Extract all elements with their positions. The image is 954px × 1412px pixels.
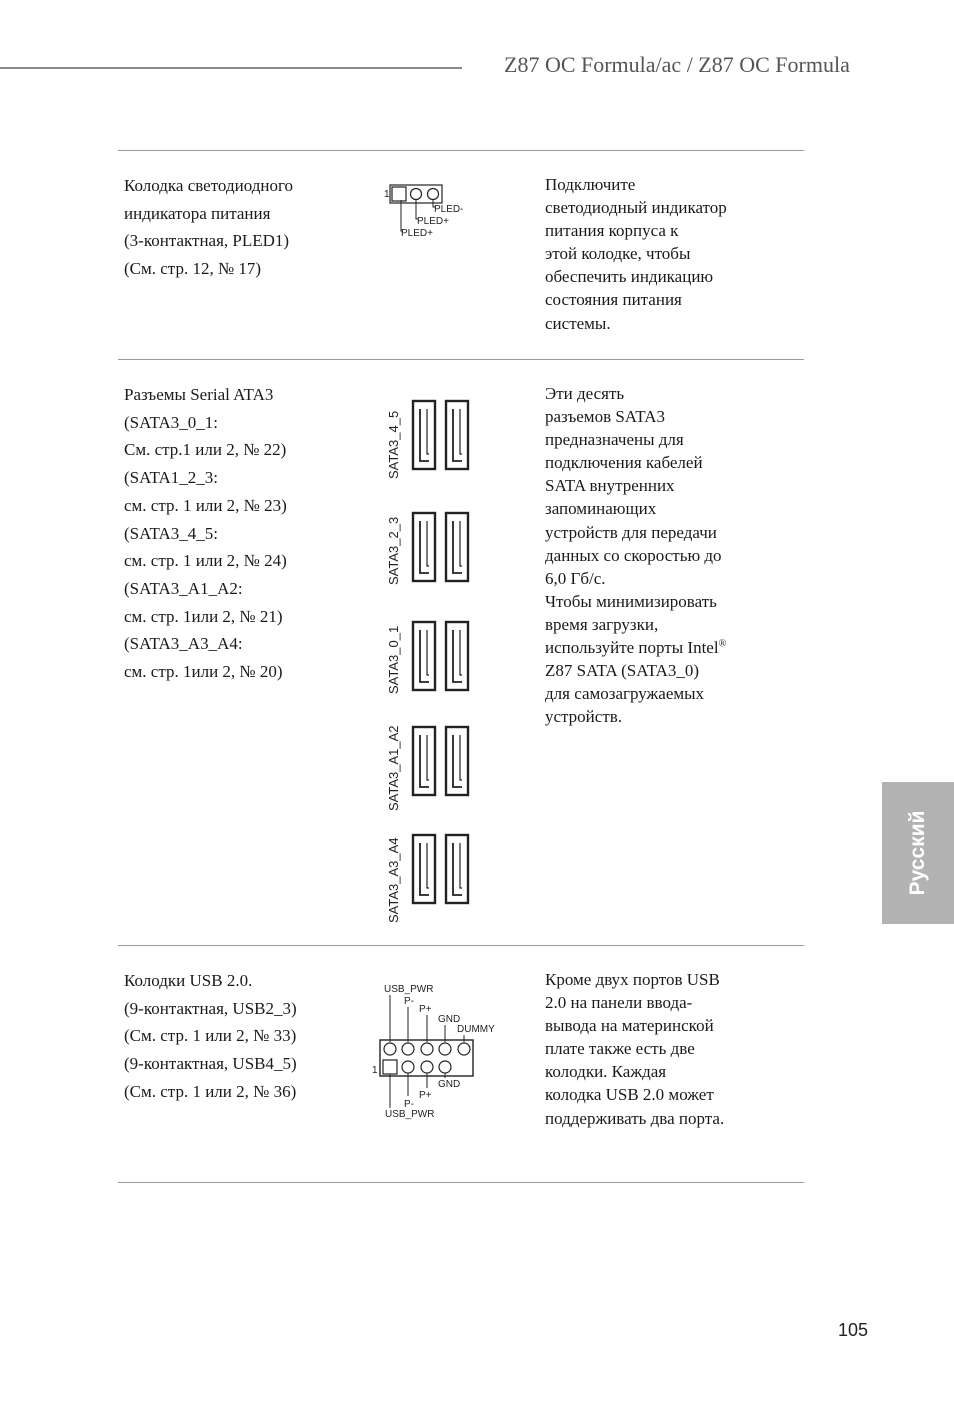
sata-port	[413, 727, 435, 795]
text-line: Колодки USB 2.0.	[124, 971, 253, 990]
p-plus-label: P+	[419, 1090, 432, 1101]
text-line: плате также есть две	[545, 1039, 695, 1059]
text-line: Разъемы Serial ATA3	[124, 385, 274, 404]
text-line: питания корпуса к	[545, 221, 679, 241]
usb-instructions	[545, 968, 785, 1130]
text-line: см. стр. 1 или 2, № 23)	[124, 495, 287, 515]
text-line: поддерживать два порта.	[545, 1108, 725, 1128]
text-line: SATA внутренних	[545, 476, 675, 496]
gnd-label: GND	[438, 1079, 461, 1090]
usb-pwr-label: USB_PWR	[385, 1109, 435, 1120]
text-line: колодка USB 2.0 может	[545, 1085, 714, 1105]
gnd-label: GND	[438, 1014, 461, 1025]
sata-instructions	[545, 382, 785, 728]
text-line: состояния питания	[545, 290, 682, 310]
pled-instructions	[545, 173, 785, 335]
sata-port	[446, 835, 468, 903]
usb-header-diagram	[368, 980, 508, 1122]
text-line: обеспечить индикацию	[545, 267, 714, 287]
text-line: (9-контактная, USB2_3)	[124, 998, 297, 1018]
sata-label: SATA3_A1_A2	[386, 725, 401, 811]
text-line: (SATA3_A3_A4:	[124, 634, 243, 654]
header-rule	[0, 67, 462, 69]
text-line: (SATA1_2_3:	[124, 468, 219, 488]
text-line: (См. стр. 1 или 2, № 33)	[124, 1026, 297, 1046]
text-line: колодки. Каждая	[545, 1062, 667, 1082]
square-pin	[392, 187, 406, 201]
pled-header-diagram	[380, 180, 490, 242]
text-line: устройств для передачи	[545, 522, 717, 542]
text-line: Кроме двух портов USB	[545, 970, 720, 989]
round-pin	[458, 1043, 470, 1055]
sata-port	[446, 727, 468, 795]
text-line: (См. стр. 1 или 2, № 36)	[124, 1081, 297, 1101]
round-pin	[402, 1061, 414, 1073]
round-pin	[384, 1043, 396, 1055]
round-pin	[421, 1061, 433, 1073]
text-line: светодиодный индикатор	[545, 198, 727, 218]
text-line: Чтобы минимизировать	[545, 591, 717, 611]
text-line: устройств.	[545, 707, 623, 727]
sata-port	[446, 513, 468, 581]
text-line: см. стр. 1 или 2, № 24)	[124, 551, 287, 571]
text-line: (SATA3_0_1:	[124, 412, 219, 432]
intel-line	[545, 636, 785, 659]
language-label: Русский	[906, 810, 929, 896]
pin-one-label: 1	[372, 1065, 378, 1076]
text-line: предназначены для	[545, 430, 684, 450]
sata-port	[413, 835, 435, 903]
page-number: 105	[838, 1320, 869, 1340]
text-line: (3-контактная, PLED1)	[124, 231, 290, 251]
round-pin	[428, 189, 439, 200]
round-pin	[439, 1061, 451, 1073]
sata-description	[124, 381, 364, 686]
text-line: Эти десять	[545, 384, 625, 403]
sata-connectors-diagram	[378, 395, 478, 930]
text-line: (SATA3_4_5:	[124, 523, 219, 543]
text-line: вывода на материнской	[545, 1016, 714, 1036]
usb-pwr-label: USB_PWR	[384, 984, 434, 995]
sata-port	[413, 513, 435, 581]
sata-port	[446, 622, 468, 690]
sata3-4-5-group	[386, 401, 468, 479]
pled-plus-label: PLED+	[401, 228, 433, 239]
text-line: (9-контактная, USB4_5)	[124, 1054, 297, 1074]
registered-mark: ®	[718, 638, 727, 650]
p-minus-label: P-	[404, 996, 414, 1007]
text-line: Подключите	[545, 175, 636, 194]
sata3-a1-a2-group	[386, 725, 468, 811]
text-line: См. стр.1 или 2, № 22)	[124, 440, 287, 460]
p-plus-label: P+	[419, 1004, 432, 1015]
sata-label: SATA3_4_5	[386, 410, 401, 479]
pled-description	[124, 172, 364, 283]
pled-minus-label: PLED-	[434, 204, 464, 215]
p-minus-label: P-	[404, 1099, 414, 1110]
text-line: данных со скоростью до	[545, 545, 722, 565]
text-line: 6,0 Гб/с.	[545, 568, 606, 588]
row-divider	[118, 945, 804, 946]
page-header-title: Z87 OC Formula/ac / Z87 OC Formula	[504, 52, 850, 77]
text-line: подключения кабелей	[545, 453, 703, 473]
text-line: время загрузки,	[545, 614, 659, 634]
text-line: запоминающих	[545, 499, 657, 519]
sata-label: SATA3_2_3	[386, 516, 401, 585]
round-pin	[421, 1043, 433, 1055]
table-top-rule	[118, 150, 804, 151]
pled-plus-label: PLED+	[417, 216, 449, 227]
sata-port	[413, 622, 435, 690]
sata-port	[446, 401, 468, 469]
text-line: см. стр. 1или 2, № 21)	[124, 606, 283, 626]
sata-label: SATA3_A3_A4	[386, 837, 401, 923]
text-line: (SATA3_A1_A2:	[124, 578, 243, 598]
text-line: системы.	[545, 313, 611, 333]
text-line: для самозагружаемых	[545, 684, 705, 704]
round-pin	[411, 189, 422, 200]
text-line: индикатора питания	[124, 203, 271, 223]
dummy-label: DUMMY	[457, 1024, 495, 1035]
sata-label: SATA3_0_1	[386, 625, 401, 694]
text-line: 2.0 на панели ввода-	[545, 993, 693, 1013]
text-line: Колодка светодиодного	[124, 176, 293, 195]
sata3-a3-a4-group	[386, 835, 468, 923]
table-bottom-rule	[118, 1182, 804, 1183]
intel-text: используйте порты Intel	[545, 638, 719, 658]
usb-description	[124, 967, 364, 1106]
sata3-2-3-group	[386, 513, 468, 585]
text-line: разъемов SATA3	[545, 407, 665, 427]
language-side-tab	[882, 782, 954, 924]
pin-one-label: 1	[384, 189, 390, 200]
text-line: Z87 SATA (SATA3_0)	[545, 661, 700, 681]
square-pin	[383, 1060, 397, 1074]
sata-port	[413, 401, 435, 469]
row-divider	[118, 359, 804, 360]
text-line: этой колодке, чтобы	[545, 244, 691, 264]
round-pin	[439, 1043, 451, 1055]
sata3-0-1-group	[386, 622, 468, 694]
round-pin	[402, 1043, 414, 1055]
text-line: см. стр. 1или 2, № 20)	[124, 662, 283, 682]
text-line: (См. стр. 12, № 17)	[124, 259, 262, 279]
